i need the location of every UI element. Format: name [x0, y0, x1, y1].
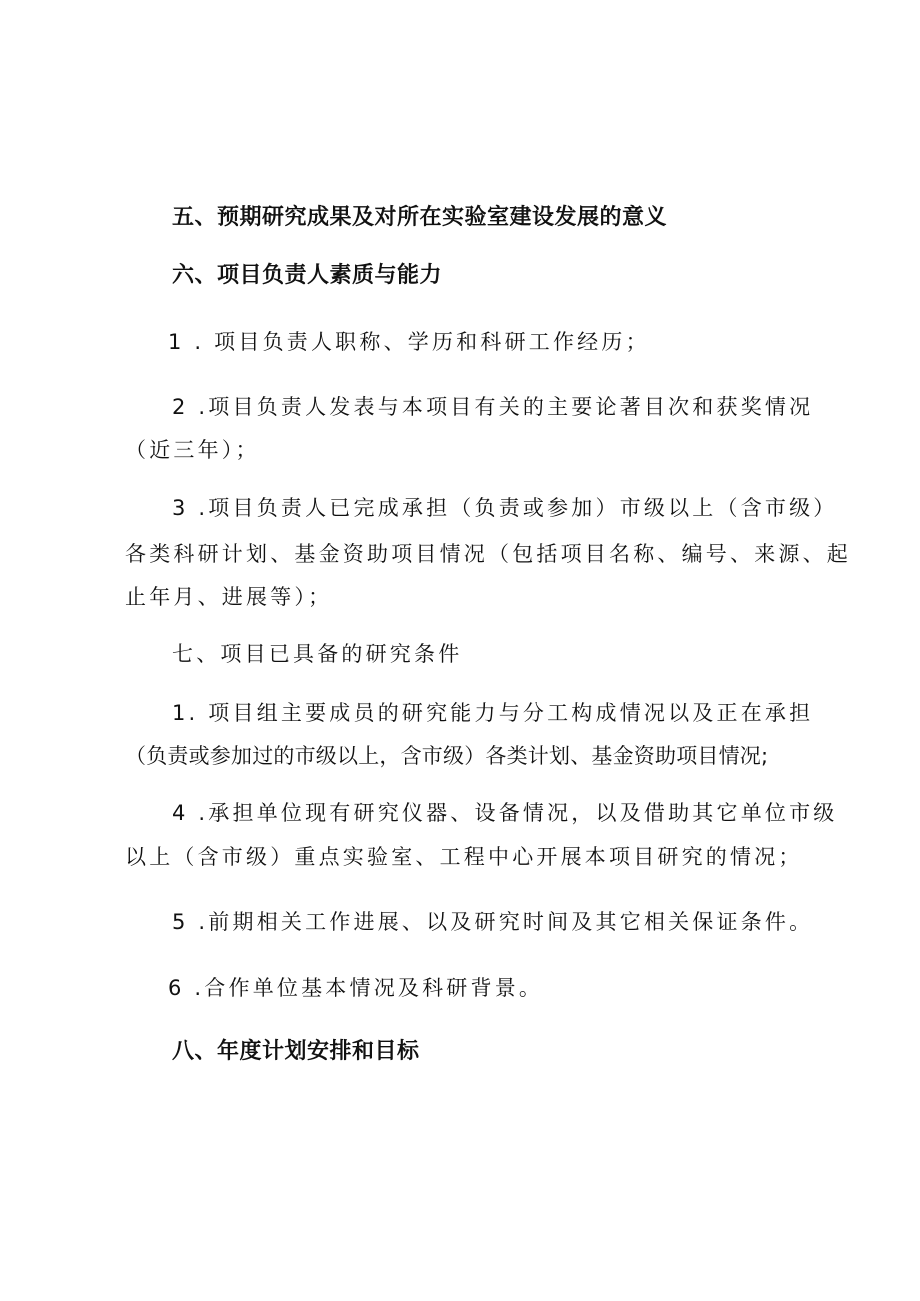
section-7-title: 七、项目已具备的研究条件 — [172, 642, 463, 666]
section-6-item-2-line-1: 2 .项目负责人发表与本项目有关的主要论著目次和获奖情况 — [172, 395, 814, 419]
section-7-item-1-line-1: 1. 项目组主要成员的研究能力与分工构成情况以及正在承担 — [172, 701, 814, 725]
section-5-title: 五、预期研究成果及对所在实验室建设发展的意义 — [172, 205, 668, 230]
section-6-item-3-line-1: 3 .项目负责人已完成承担（负责或参加）市级以上（含市级） — [172, 496, 838, 520]
section-6-item-3-line-3: 止年月、进展等）； — [125, 585, 333, 609]
section-6-title: 六、项目负责人素质与能力 — [172, 263, 443, 288]
section-6-item-1: 1 . 项目负责人职称、学历和科研工作经历； — [168, 330, 650, 354]
section-7-item-6: 6 .合作单位基本情况及科研背景。 — [168, 976, 544, 1000]
section-7-item-4-line-2: 以上（含市级）重点实验室、工程中心开展本项目研究的情况； — [125, 845, 803, 869]
section-7-item-4-line-1: 4 .承担单位现有研究仪器、设备情况，以及借助其它单位市级 — [172, 801, 838, 825]
section-8-title: 八、年度计划安排和目标 — [172, 1039, 420, 1064]
section-7-item-5: 5 .前期相关工作进展、以及研究时间及其它相关保证条件。 — [172, 910, 814, 934]
section-6-item-3-line-2: 各类科研计划、基金资助项目情况（包括项目名称、编号、来源、起 — [125, 542, 851, 566]
section-6-item-2-line-2: （近三年）； — [125, 438, 260, 462]
section-7-item-1-line-2: （负责或参加过的市级以上，含市级）各类计划、基金资助项目情况; — [125, 744, 769, 768]
